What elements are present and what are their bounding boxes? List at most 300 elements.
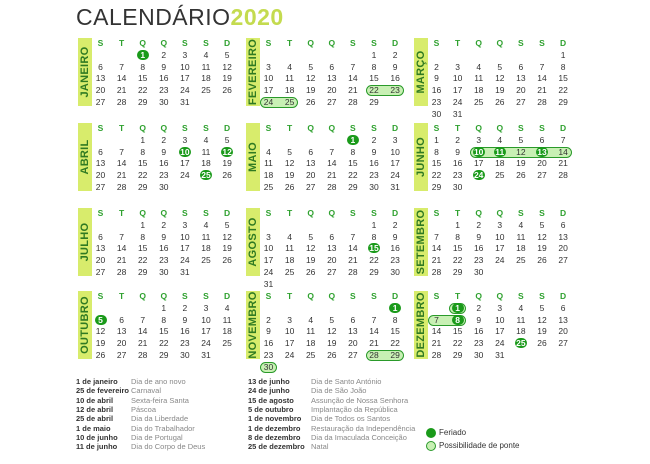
day-number: 24 (263, 267, 274, 277)
day-number: 30 (159, 267, 169, 277)
day-number: 18 (495, 158, 505, 169)
day-number: 1 (140, 134, 146, 145)
day-number: 19 (284, 170, 295, 181)
day-number: 26 (284, 182, 295, 192)
day-number: 13 (116, 326, 127, 337)
day-number: 20 (516, 85, 526, 96)
day-number: 18 (516, 243, 526, 254)
day (90, 97, 111, 108)
day-number: 14 (431, 326, 442, 337)
day-holiday (489, 147, 510, 158)
day-number: 16 (452, 158, 463, 169)
day (300, 315, 321, 326)
day (153, 170, 174, 181)
day-number: 21 (137, 338, 148, 349)
day-number: 2 (371, 134, 377, 145)
day-number: 22 (369, 255, 379, 266)
day-number: 28 (116, 182, 127, 192)
day-number: 15 (452, 243, 463, 254)
day (111, 326, 132, 337)
day-number: 15 (348, 158, 358, 169)
day-holiday (510, 338, 531, 349)
day-number: 17 (495, 326, 505, 337)
day (553, 73, 574, 84)
day-number: 11 (201, 231, 211, 242)
day-number: 2 (455, 134, 460, 145)
day (196, 243, 217, 254)
day-number: 24 (390, 170, 400, 181)
month-7 (78, 208, 238, 288)
day-number: 4 (287, 61, 292, 72)
day-number: 1 (560, 49, 566, 60)
day (385, 243, 406, 254)
month-8 (246, 208, 406, 288)
day (426, 170, 447, 181)
day (553, 338, 574, 349)
day (468, 350, 489, 361)
day-number: 8 (140, 61, 146, 72)
weekday-header: Q (139, 208, 146, 218)
holiday-name: Sexta-feira Santa (131, 395, 189, 405)
weekday-header: Q (160, 291, 168, 301)
day-number: 2 (392, 219, 398, 230)
day-number: 11 (306, 326, 316, 337)
day (532, 220, 553, 231)
day-number: 20 (95, 255, 106, 266)
day (174, 255, 195, 266)
day-number: 25 (516, 255, 526, 266)
day-number: 19 (516, 158, 526, 169)
day-number: 18 (473, 85, 484, 96)
month-name: MARÇO (415, 50, 427, 94)
day-number: 19 (305, 255, 316, 266)
day (364, 232, 385, 243)
day-number: 18 (222, 326, 232, 337)
weekday-header: Q (160, 208, 168, 218)
day (385, 232, 406, 243)
day (510, 315, 531, 326)
day-number: 15 (558, 73, 568, 84)
day (364, 182, 385, 193)
day-number: 9 (161, 146, 167, 157)
day (426, 255, 447, 266)
day (321, 315, 342, 326)
day (132, 232, 153, 243)
day (132, 182, 153, 193)
day (489, 350, 510, 361)
day-number: 23 (431, 97, 442, 107)
weekday-header: T (286, 38, 293, 48)
day (510, 62, 531, 73)
day-number: 13 (95, 73, 106, 84)
day (153, 326, 174, 337)
day-number: 31 (201, 350, 211, 360)
day-number: 20 (348, 338, 358, 349)
weekday-header: S (433, 208, 440, 218)
day (468, 73, 489, 84)
day (532, 158, 553, 169)
day (258, 97, 279, 108)
month-10 (78, 291, 238, 371)
day-number: 10 (263, 73, 274, 84)
weekday-header: T (454, 208, 461, 218)
day-number: 9 (434, 73, 439, 84)
day-number: 1 (371, 49, 377, 60)
weekday-header: S (182, 208, 188, 218)
weekday-header: Q (475, 38, 482, 48)
day (196, 350, 217, 361)
day (90, 170, 111, 181)
day (468, 97, 489, 108)
day (174, 220, 195, 231)
weekday-header: Q (160, 38, 168, 48)
day-number: 19 (222, 158, 232, 169)
holiday-name: Restauração da Independência (311, 423, 416, 433)
day-number: 27 (95, 267, 106, 277)
day (153, 350, 174, 361)
day (321, 73, 342, 84)
day-number: 11 (516, 231, 526, 242)
weekday-header: S (97, 291, 104, 301)
day-number: 29 (558, 97, 568, 107)
day (258, 73, 279, 84)
day (90, 147, 111, 158)
day (489, 243, 510, 254)
day-number: 20 (558, 243, 568, 254)
day (90, 62, 111, 73)
day (321, 243, 342, 254)
day (258, 279, 279, 290)
day (385, 220, 406, 231)
day-number: 21 (116, 170, 127, 181)
day (217, 73, 238, 84)
day (426, 326, 447, 337)
day-number: 9 (476, 314, 482, 325)
weekday-header: D (560, 208, 567, 218)
day-number: 24 (180, 85, 190, 96)
day (153, 220, 174, 231)
day-number: 29 (390, 350, 400, 360)
day (217, 315, 238, 326)
day (489, 73, 510, 84)
day-number: 23 (473, 338, 484, 349)
holiday-date: 10 de junho (76, 432, 118, 442)
day (153, 315, 174, 326)
day-number: 5 (539, 219, 545, 230)
day-number: 27 (327, 267, 337, 277)
day (553, 158, 574, 169)
day (468, 243, 489, 254)
day-number: 15 (159, 326, 169, 337)
day (385, 338, 406, 349)
weekday-header: S (539, 291, 545, 301)
day (174, 158, 195, 169)
day-number: 28 (137, 350, 148, 360)
day-number: 2 (182, 302, 188, 313)
day-number: 2 (434, 61, 439, 72)
holiday-date: 24 de junho (248, 386, 290, 396)
day-number: 9 (392, 231, 398, 242)
day-number: 27 (95, 182, 106, 192)
day-number: 25 (201, 255, 211, 266)
day (196, 255, 217, 266)
weekday-header: Q (307, 123, 314, 133)
day-number: 29 (452, 267, 463, 277)
day (300, 85, 321, 96)
day (447, 243, 468, 254)
month-name: JULHO (79, 222, 91, 262)
day-number: 10 (473, 146, 484, 157)
day-number: 12 (327, 326, 337, 337)
day-holiday (342, 135, 363, 146)
day-number: 7 (119, 61, 124, 72)
day (532, 97, 553, 108)
day (174, 170, 195, 181)
day (426, 73, 447, 84)
holiday-name: Dia de Portugal (131, 432, 183, 442)
day-number: 19 (327, 338, 337, 349)
day-number: 21 (431, 255, 442, 266)
day-number: 2 (476, 302, 482, 313)
day-number: 28 (431, 267, 442, 277)
weekday-header: S (433, 123, 440, 133)
day-number: 3 (182, 49, 188, 60)
day (426, 315, 447, 326)
day (468, 315, 489, 326)
day (447, 158, 468, 169)
day-number: 8 (371, 61, 377, 72)
holiday-date: 11 de junho (76, 442, 118, 452)
day (532, 85, 553, 96)
day-number: 28 (348, 267, 358, 277)
day (364, 147, 385, 158)
holiday-date: 25 de abril (76, 414, 114, 424)
month-1 (78, 38, 238, 118)
day (426, 232, 447, 243)
day-number: 8 (434, 146, 439, 157)
day (447, 147, 468, 158)
day-holiday (132, 50, 153, 61)
day-number: 9 (371, 146, 377, 157)
day-number: 15 (390, 326, 400, 337)
day-number: 25 (305, 350, 316, 360)
weekday-header: D (224, 291, 231, 301)
day (132, 326, 153, 337)
day-number: 3 (287, 314, 292, 325)
weekday-header: T (286, 123, 293, 133)
day-number: 25 (201, 85, 211, 96)
day-number: 29 (137, 267, 148, 277)
day-number: 5 (308, 61, 314, 72)
day-number: 21 (116, 255, 127, 266)
weekday-header: S (203, 123, 209, 133)
day (342, 170, 363, 181)
day-number: 16 (473, 243, 484, 254)
day (196, 326, 217, 337)
day (447, 170, 468, 181)
day (468, 220, 489, 231)
holiday-name: Dia da Liberdade (131, 414, 189, 424)
day (532, 73, 553, 84)
day-number: 4 (497, 134, 503, 145)
month-name: JUNHO (415, 136, 427, 178)
weekday-header: S (203, 208, 209, 218)
day (196, 338, 217, 349)
month-name: NOVEMBRO (247, 291, 259, 359)
day-number: 8 (350, 146, 356, 157)
day-number: 10 (284, 326, 295, 337)
day-number: 14 (558, 146, 568, 157)
day (385, 170, 406, 181)
day (153, 85, 174, 96)
day-number: 4 (224, 302, 230, 313)
weekday-header: D (224, 123, 231, 133)
day-holiday (196, 170, 217, 181)
day-number: 15 (137, 158, 148, 169)
day-number: 4 (203, 49, 209, 60)
day-number: 7 (434, 314, 439, 325)
day (300, 158, 321, 169)
day-number: 1 (347, 135, 359, 145)
weekday-header: T (454, 123, 461, 133)
day-number: 1 (434, 134, 439, 145)
day-number: 4 (266, 146, 271, 157)
holiday-name: Natal (311, 442, 329, 452)
day (447, 326, 468, 337)
day-number: 17 (263, 85, 274, 96)
day (342, 97, 363, 108)
day-number: 9 (476, 231, 482, 242)
day-holiday (217, 147, 238, 158)
day-number: 3 (497, 302, 503, 313)
day-number: 5 (308, 231, 314, 242)
day-number: 15 (431, 158, 442, 169)
day (385, 255, 406, 266)
day-number: 17 (473, 158, 484, 169)
day (321, 232, 342, 243)
day-number: 3 (203, 302, 209, 313)
day-number: 27 (116, 350, 127, 360)
day (132, 97, 153, 108)
day (258, 85, 279, 96)
day-number: 11 (495, 146, 505, 157)
day (532, 62, 553, 73)
holiday-date: 1 de novembro (248, 414, 302, 424)
day-number: 5 (224, 49, 230, 60)
day-number: 29 (369, 267, 379, 277)
day-number: 23 (180, 338, 190, 349)
day-number: 6 (560, 302, 566, 313)
day-number: 12 (305, 73, 316, 84)
day (553, 315, 574, 326)
day (217, 338, 238, 349)
weekday-header: S (350, 208, 356, 218)
day (510, 85, 531, 96)
month-2 (246, 38, 406, 118)
month-name: AGOSTO (247, 217, 259, 267)
day-number: 6 (308, 146, 314, 157)
weekday-header: Q (328, 38, 336, 48)
day-number: 18 (201, 243, 211, 254)
day (532, 232, 553, 243)
day-number: 16 (390, 73, 400, 84)
day (321, 350, 342, 361)
day-number: 3 (266, 231, 271, 242)
day (342, 73, 363, 84)
day (258, 62, 279, 73)
day (426, 147, 447, 158)
day-number: 18 (284, 85, 295, 96)
day (111, 147, 132, 158)
day (426, 158, 447, 169)
day-number: 12 (284, 158, 295, 169)
day (532, 338, 553, 349)
ponte-key-dot (426, 441, 436, 451)
day (510, 303, 531, 314)
day (279, 350, 300, 361)
day (153, 243, 174, 254)
day-number: 26 (222, 255, 232, 266)
day (510, 220, 531, 231)
weekday-header: S (518, 38, 524, 48)
holiday-name: Dia de Todos os Santos (311, 414, 391, 424)
day-number: 20 (95, 85, 106, 96)
day (510, 97, 531, 108)
day (364, 50, 385, 61)
day-number: 6 (119, 314, 124, 325)
day-number: 14 (116, 73, 127, 84)
day (174, 338, 195, 349)
day (300, 170, 321, 181)
day-number: 12 (222, 61, 232, 72)
day-number: 2 (161, 219, 167, 230)
day (342, 338, 363, 349)
weekday-header: S (182, 38, 188, 48)
day (196, 135, 217, 146)
day-number: 10 (390, 146, 400, 157)
day (196, 50, 217, 61)
day-number: 3 (476, 134, 482, 145)
day-number: 16 (159, 243, 169, 254)
day-number: 31 (263, 278, 274, 289)
day-number: 11 (285, 73, 294, 84)
day-number: 19 (95, 338, 106, 349)
day (279, 232, 300, 243)
ponte-key-label: Possibilidade de ponte (439, 441, 520, 450)
day (385, 147, 406, 158)
day-number: 1 (371, 219, 377, 230)
weekday-header: T (286, 208, 293, 218)
day-number: 26 (305, 267, 316, 277)
day-number: 16 (369, 158, 379, 169)
day (153, 73, 174, 84)
day-number: 23 (369, 170, 379, 181)
day (279, 73, 300, 84)
day-number: 20 (537, 158, 547, 169)
day (468, 326, 489, 337)
holiday-date: 10 de abril (76, 395, 114, 405)
weekday-header: S (371, 123, 377, 133)
day (196, 158, 217, 169)
day-number: 6 (329, 61, 335, 72)
day-number: 13 (558, 314, 568, 325)
day (153, 267, 174, 278)
day (217, 220, 238, 231)
day-number: 18 (305, 338, 316, 349)
day-number: 19 (537, 243, 547, 254)
day (111, 232, 132, 243)
day-number: 9 (161, 61, 167, 72)
